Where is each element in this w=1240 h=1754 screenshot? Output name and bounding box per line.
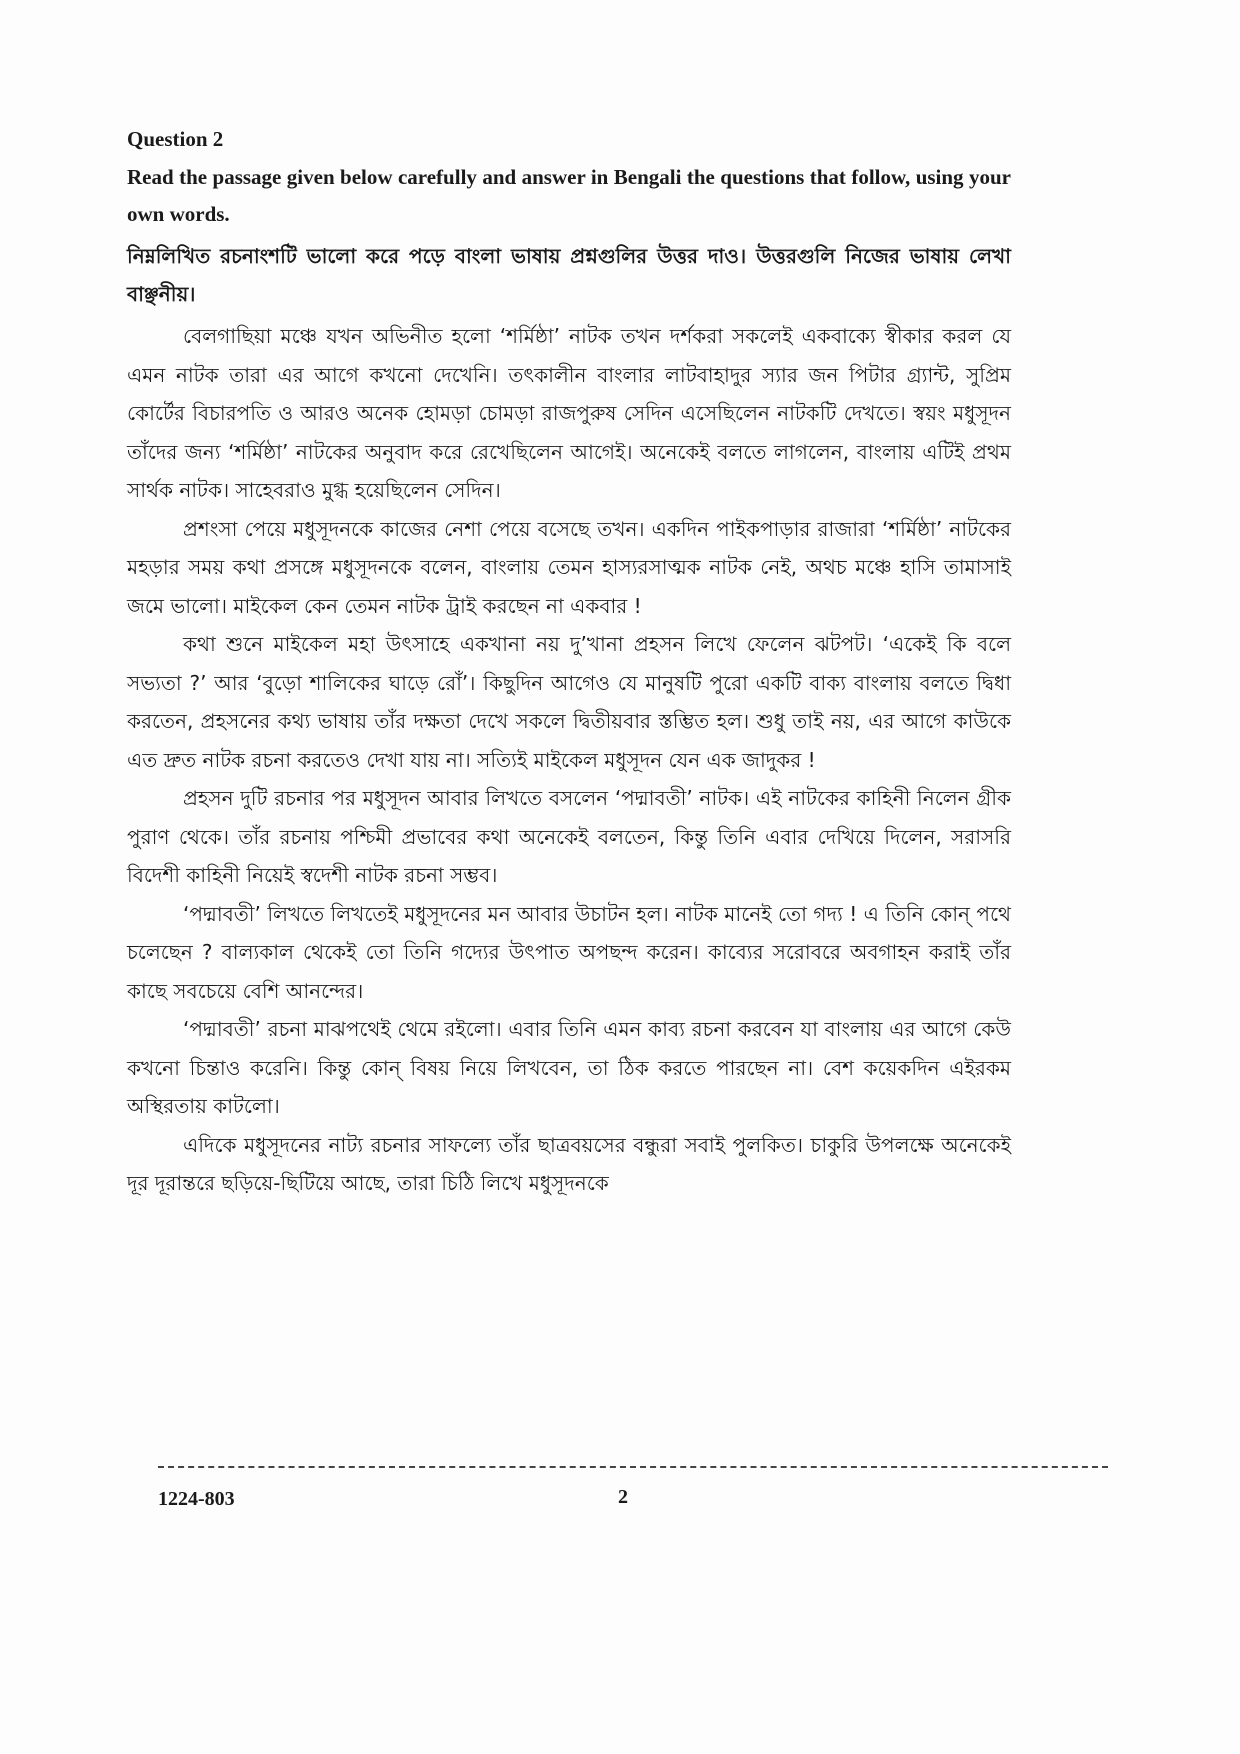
page-number: 2	[618, 1486, 628, 1508]
paper-code: 1224-803	[158, 1488, 235, 1510]
passage-paragraph: প্রশংসা পেয়ে মধুসূদনকে কাজের নেশা পেয়ে বসেছে তখন। একদিন পাইকপাড়ার রাজারা ‘শর্মিষ্ঠা’ নাটকের মহড়ার সময় কথা প্রসঙ্গে মধুসূদনকে বলেন, বাংলায় তেমন হাস্যরসাত্মক নাটক নেই, অথচ মঞ্চে হাসি তামাসাই জমে ভালো। মাইকেল কেন তেমন নাটক ট্রাই করছেন না একবার !	[127, 516, 1011, 618]
passage-paragraph: ‘পদ্মাবতী’ লিখতে লিখতেই মধুসূদনের মন আবার উচাটন হল। নাটক মানেই তো গদ্য ! এ তিনি কোন্ পথে চলেছেন ? বাল্যকাল থেকেই তো তিনি গদ্যের উৎপাত অপছন্দ করেন। কাব্যের সরোবরে অবগাহন করাই তাঁর কাছে সবচেয়ে বেশি আনন্দের।	[127, 901, 1011, 1003]
page-content	[127, 125, 1011, 1203]
passage-paragraph: কথা শুনে মাইকেল মহা উৎসাহে একখানা নয় দু’খানা প্রহসন লিখে ফেলেন ঝটপট। ‘একেই কি বলে সভ্যতা ?’ আর ‘বুড়ো শালিকের ঘাড়ে রোঁ’। কিছুদিন আগেও যে মানুষটি পুরো একটি বাক্য বাংলায় বলতে দ্বিধা করতেন, প্রহসনের কথ্য ভাষায় তাঁর দক্ষতা দেখে সকলে দ্বিতীয়বার স্তম্ভিত হল। শুধু তাই নয়, এর আগে কাউকে এত দ্রুত নাটক রচনা করতেও দেখা যায় না। সত্যিই মাইকেল মধুসূদন যেন এক জাদুকর !	[127, 632, 1011, 772]
bengali-instruction: নিম্নলিখিত রচনাংশটি ভালো করে পড়ে বাংলা ভাষায় প্রশ্নগুলির উত্তর দাও। উত্তরগুলি নিজের ভাষায় লেখা বাঞ্ছনীয়।	[127, 244, 1011, 306]
passage-paragraph: বেলগাছিয়া মঞ্চে যখন অভিনীত হলো ‘শর্মিষ্ঠা’ নাটক তখন দর্শকরা সকলেই একবাক্যে স্বীকার করল যে এমন নাটক তারা এর আগে কখনো দেখেনি। তৎকালীন বাংলার লাটবাহাদুর স্যার জন পিটার গ্র্যান্ট, সুপ্রিম কোর্টের বিচারপতি ও আরও অনেক হোমড়া চোমড়া রাজপুরুষ সেদিন এসেছিলেন নাটকটি দেখতে। স্বয়ং মধুসূদন তাঁদের জন্য ‘শর্মিষ্ঠা’ নাটকের অনুবাদ করে রেখেছিলেন আগেই। অনেকেই বলতে লাগলেন, বাংলায় এটিই প্রথম সার্থক নাটক। সাহেবরাও মুগ্ধ হয়েছিলেন সেদিন।	[127, 324, 1011, 502]
passage-paragraph: এদিকে মধুসূদনের নাট্য রচনার সাফল্যে তাঁর ছাত্রবয়সের বন্ধুরা সবাই পুলকিত। চাকুরি উপলক্ষে অনেকেই দূর দূরান্তরে ছড়িয়ে-ছিটিয়ে আছে, তারা চিঠি লিখে মধুসূদনকে	[127, 1132, 1011, 1195]
footer-divider	[158, 1466, 1108, 1468]
question-title: Question 2	[127, 127, 224, 151]
passage-paragraph: ‘পদ্মাবতী’ রচনা মাঝপথেই থেমে রইলো। এবার তিনি এমন কাব্য রচনা করবেন যা বাংলায় এর আগে কেউ কখনো চিন্তাও করেনি। কিন্তু কোন্ বিষয় নিয়ে লিখবেন, তা ঠিক করতে পারছেন না। বেশ কয়েকদিন এইরকম অস্থিরতায় কাটলো।	[127, 1017, 1011, 1118]
passage	[127, 317, 1011, 1203]
passage-paragraph: প্রহসন দুটি রচনার পর মধুসূদন আবার লিখতে বসলেন ‘পদ্মাবতী’ নাটক। এই নাটকের কাহিনী নিলেন গ্রীক পুরাণ থেকে। তাঁর রচনায় পশ্চিমী প্রভাবের কথা অনেকেই বলতেন, কিন্তু তিনি এবার দেখিয়ে দিলেন, সরাসরি বিদেশী কাহিনী নিয়েই স্বদেশী নাটক রচনা সম্ভব।	[127, 786, 1011, 887]
english-instruction: Read the passage given below carefully and answer in Bengali the questions that follow, using your own words.	[127, 165, 1011, 226]
